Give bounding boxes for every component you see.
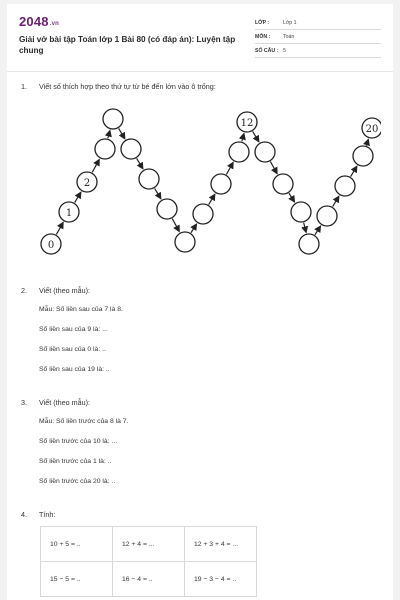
question-number: 1.: [21, 82, 27, 91]
sequence-arrow: [351, 166, 357, 176]
example-line: Mẫu: Số liền trước của 8 là 7.: [39, 418, 129, 425]
sequence-arrow: [75, 192, 81, 202]
number-circle[interactable]: [103, 109, 123, 129]
meta-value: Lớp 1: [283, 20, 297, 26]
question-number: 4.: [21, 510, 27, 519]
sequence-arrow: [226, 162, 233, 174]
question-number: 2.: [21, 286, 27, 295]
sequence-arrow: [270, 162, 277, 174]
sequence-arrow: [315, 226, 321, 235]
table-cell: 16 − 4 = ..: [113, 562, 185, 597]
number-circle[interactable]: [121, 139, 141, 159]
number-circle[interactable]: [175, 232, 195, 252]
sequence-arrow: [289, 193, 295, 202]
question-text: Tính:: [39, 510, 56, 519]
example-line: Mẫu: Số liền sau của 7 là 8.: [39, 306, 123, 313]
exercise-line: Số liền sau của 0 là: ..: [39, 346, 106, 353]
number-circle[interactable]: [273, 174, 293, 194]
sequence-arrow: [304, 223, 306, 233]
sequence-svg: [31, 104, 381, 264]
header: [7, 4, 393, 70]
meta-value: Toán: [283, 34, 295, 40]
sequence-arrow: [333, 196, 339, 206]
sequence-arrow: [56, 222, 63, 234]
number-circle[interactable]: [335, 176, 355, 196]
table-cell: 15 − 5 = ..: [41, 562, 113, 597]
number-sequence-diagram: [31, 104, 381, 264]
number-circle[interactable]: [353, 146, 373, 166]
calculation-table: [40, 526, 257, 597]
exercise-line: Số liền trước của 1 là: ..: [39, 458, 112, 465]
sequence-arrow: [108, 131, 110, 139]
question-number: 3.: [21, 398, 27, 407]
page-title: Giải vở bài tập Toán lớp 1 Bài 80 (có đáp án): Luyện tập chung: [19, 35, 236, 55]
question-text: Viết (theo mẫu):: [39, 286, 91, 295]
table-cell: 10 + 5 = ..: [41, 527, 113, 562]
meta-key: LỚP :: [255, 20, 270, 26]
exercise-line: Số liền trước của 20 là: ..: [39, 478, 116, 485]
circle-label: 2: [83, 178, 91, 189]
sequence-arrow: [92, 160, 99, 173]
worksheet-page: [7, 4, 393, 600]
sequence-arrow: [253, 131, 259, 141]
site-logo[interactable]: [19, 14, 59, 29]
meta-key: MÔN :: [255, 34, 271, 40]
circle-label: 0: [47, 240, 55, 251]
number-circle[interactable]: [157, 199, 177, 219]
number-circle[interactable]: [193, 204, 213, 224]
sequence-arrow: [119, 128, 125, 138]
number-circle[interactable]: [291, 202, 311, 222]
table-cell: 12 + 3 + 4 = ...: [185, 527, 257, 562]
number-circle[interactable]: [211, 174, 231, 194]
meta-key: SỐ CÂU :: [255, 48, 279, 54]
sequence-arrow: [137, 158, 143, 168]
number-circle[interactable]: [229, 142, 249, 162]
meta-row-count: [255, 44, 381, 58]
exercise-line: Số liền trước của 10 là: ...: [39, 438, 118, 445]
circle-group: [41, 109, 381, 254]
table-cell: 19 − 3 − 4 = ..: [185, 562, 257, 597]
number-circle[interactable]: [95, 139, 115, 159]
header-divider: [7, 71, 393, 72]
logo-text: 2048: [19, 14, 49, 29]
sequence-arrow: [172, 219, 179, 232]
number-circle[interactable]: [139, 169, 159, 189]
sequence-arrow: [209, 194, 215, 204]
number-circle[interactable]: [255, 142, 275, 162]
circle-label: 12: [240, 118, 254, 129]
meta-row-class: [255, 16, 381, 30]
exercise-line: Số liền sau của 9 là: ...: [39, 326, 108, 333]
question-text: Viết (theo mẫu):: [39, 398, 91, 407]
circle-label: 1: [65, 208, 73, 219]
table-cell: 12 + 4 = ...: [113, 527, 185, 562]
table-row: [41, 562, 257, 597]
sequence-arrow: [242, 134, 244, 142]
logo-tld: .vn: [49, 21, 60, 27]
exercise-line: Số liền sau của 19 là: ..: [39, 366, 110, 373]
question-text: Viết số thích hợp theo thứ tự từ bé đến lớn vào ô trống:: [39, 82, 216, 91]
circle-label: 20: [365, 124, 379, 135]
sequence-arrow: [366, 139, 368, 145]
meta-row-subject: [255, 30, 381, 44]
table-row: [41, 527, 257, 562]
number-circle[interactable]: [317, 206, 337, 226]
sequence-arrow: [155, 188, 161, 198]
meta-value: 5: [283, 48, 286, 54]
number-circle[interactable]: [299, 234, 319, 254]
sequence-arrow: [191, 224, 197, 233]
